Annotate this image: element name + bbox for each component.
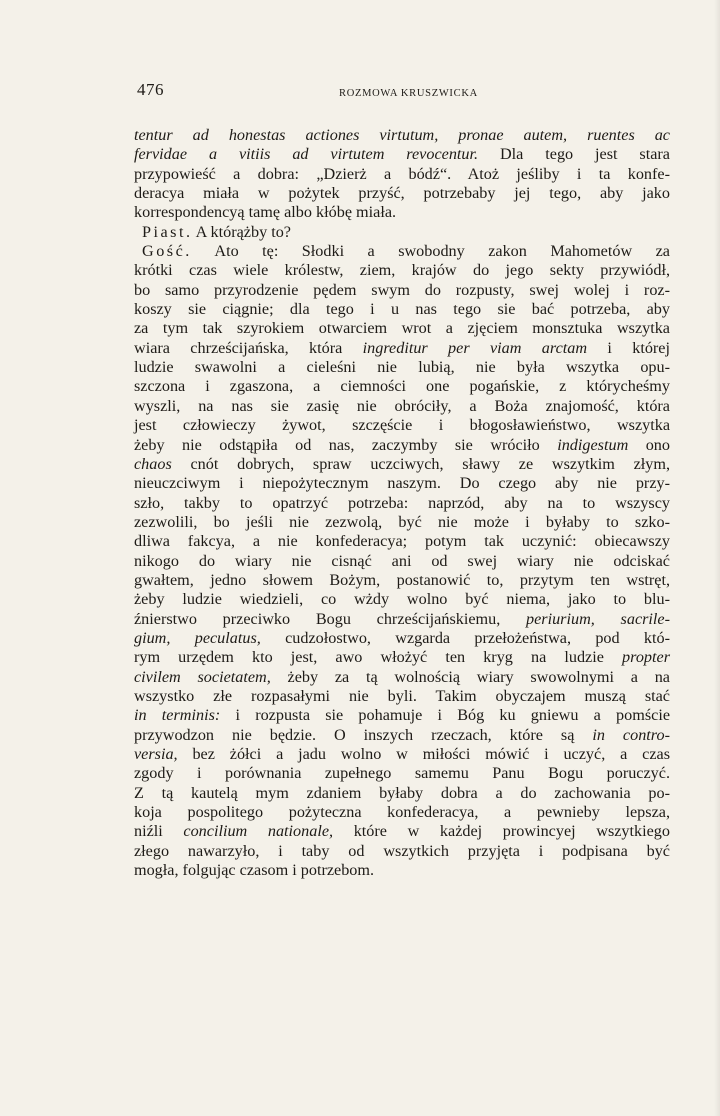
body-text <box>134 126 670 880</box>
text-line <box>134 377 670 396</box>
text-line <box>134 687 670 706</box>
text-line <box>134 552 670 571</box>
latin-phrase: tentur ad honestas actiones virtutum, pronae autem, ruentes ac <box>134 126 670 144</box>
text-line <box>134 339 670 358</box>
latin-phrase: in contro- <box>592 725 670 744</box>
text-line <box>134 648 670 667</box>
text-segment: niźli <box>134 822 184 841</box>
text-line <box>134 842 670 861</box>
text-line <box>134 300 670 319</box>
text-line <box>134 571 670 590</box>
text-segment: cudzołostwo, wzgarda przełożeństwa, pod któ- <box>260 628 670 647</box>
text-line <box>134 184 670 203</box>
text-line <box>134 319 670 338</box>
latin-phrase: indigestum <box>557 435 629 454</box>
text-segment: krótki czas wiele królestw, ziem, krajów do jego sekty przywiódł, <box>134 261 670 280</box>
text-segment: nieuczciwym i niepożytecznym naszym. Do czego aby nie przy- <box>134 474 670 493</box>
text-segment: koszy sie ciągnie; dla tego i u nas tego sie bać potrzeba, aby <box>134 300 670 319</box>
text-segment: A którążby to? <box>192 222 291 241</box>
text-line <box>134 610 670 629</box>
text-segment: korrespondencyą tamę albo kłóbę miała. <box>134 203 397 222</box>
text-line <box>134 203 670 222</box>
text-segment: żeby za tą wolnością wiary swowolnymi a na <box>270 667 670 686</box>
text-segment: zezwolili, bo jeśli nie zezwolą, być nie może i byłaby to szko- <box>134 512 670 531</box>
text-segment: deracya miała w pożytek przyść, potrzebaby jej tego, aby jako <box>134 184 670 203</box>
text-line <box>134 261 670 280</box>
text-line <box>134 629 670 648</box>
text-line <box>134 861 670 880</box>
text-line <box>134 436 670 455</box>
text-segment: nikogo do wiary nie cisnąć ani od swej wiary nie odciskać <box>134 551 670 570</box>
latin-phrase: in terminis: <box>134 706 221 725</box>
text-line <box>134 532 670 551</box>
text-line <box>134 784 670 803</box>
text-line <box>134 513 670 532</box>
page-edge-shadow <box>714 0 720 1116</box>
text-segment: wszystko złe rozpasałymi nie byli. Takim obyczajem muszą stać <box>134 686 670 705</box>
latin-phrase: periurium, sacrile- <box>526 609 671 628</box>
latin-phrase: civilem societatem, <box>134 667 271 686</box>
text-line <box>134 706 670 725</box>
text-line <box>134 726 670 745</box>
latin-phrase: fervidae a vitiis ad virtutem revocentur. <box>134 145 479 164</box>
text-segment: szło, takby to opatrzyć potrzeba: naprzód, aby na to wszyscy <box>134 493 670 512</box>
latin-phrase: ingreditur per viam arctam <box>362 338 588 357</box>
text-segment: złego nawarzyło, i taby od wszytkich przyjęta i podpisana być <box>134 841 670 860</box>
text-segment: Z tą kautelą mym zdaniem byłaby dobra a do zachowania po- <box>134 783 670 802</box>
text-segment: źnierstwo przeciwko Bogu chrześcijańskiemu, <box>134 609 527 628</box>
speaker-name: Gość. <box>142 242 192 261</box>
running-title: ROZMOWA KRUSZWICKA <box>339 88 478 99</box>
speaker-name: Piast. <box>142 222 193 241</box>
latin-phrase: versia, <box>134 745 178 763</box>
text-segment: rym urzędem kto jest, awo włożyć ten kryg na ludzie <box>134 648 623 667</box>
text-segment: dliwa fakcya, a nie konfederacya; potym tak uczynić: obiecawszy <box>134 532 670 551</box>
text-line <box>134 745 670 764</box>
text-segment: żeby nie odstąpiła od nas, zaczymby sie wróciło <box>134 435 558 454</box>
text-segment: zgody i porównania zupełnego samemu Panu Bogu poruczyć. <box>134 764 670 783</box>
text-segment: jest człowieczy żywot, szczęście i błogosławieństwo, wszytka <box>134 416 670 435</box>
text-line <box>134 242 670 261</box>
latin-phrase: chaos <box>134 454 172 473</box>
text-segment: szczona i zgaszona, a ciemności one pogańskie, z którycheśmy <box>134 377 670 396</box>
text-line <box>134 803 670 822</box>
text-line <box>134 455 670 474</box>
text-line <box>134 822 670 841</box>
text-line <box>134 281 670 300</box>
text-segment: przypowieść a dobra: „Dzierż a bódź“. Atoż jeśliby i ta konfe- <box>134 164 670 183</box>
text-segment: żeby ludzie wiedzieli, co wżdy wolno być niema, jako to blu- <box>134 590 670 609</box>
text-line <box>134 416 670 435</box>
text-segment: bo samo przyrodzenie pędem swym do rozpusty, swej wolej i roz- <box>134 280 670 299</box>
page-number: 476 <box>137 80 164 99</box>
text-segment: Ato tę: Słodki a swobodny zakon Mahometów za <box>191 242 670 261</box>
text-line <box>134 397 670 416</box>
latin-phrase: concilium nationale, <box>183 822 334 841</box>
text-segment: przywodzon nie będzie. O inszych rzeczach, które są <box>134 725 593 744</box>
text-segment: bez żółci a jadu wolno w miłości mówić i uczyć, a czas <box>177 745 670 763</box>
text-segment: i której <box>587 338 670 357</box>
latin-phrase: gium, peculatus, <box>134 628 261 647</box>
text-line <box>134 474 670 493</box>
text-line <box>134 145 670 164</box>
text-segment: cnót dobrych, spraw uczciwych, sławy ze wszytkim złym, <box>171 454 670 473</box>
text-line <box>134 668 670 687</box>
text-segment: koja pospolitego pożyteczna konfederacya, a pewnieby lepsza, <box>134 803 670 822</box>
text-line <box>134 126 670 145</box>
text-segment: gwałtem, jedno słowem Bożym, postanowić to, przytym ten wstręt, <box>134 570 670 589</box>
text-line <box>134 165 670 184</box>
text-line <box>134 590 670 609</box>
text-line <box>134 764 670 783</box>
text-segment: które w każdej prowincyej wszytkiego <box>333 822 670 841</box>
text-line <box>134 358 670 377</box>
text-segment: i rozpusta sie pohamuje i Bóg ku gniewu a pomście <box>220 706 670 725</box>
text-segment: ludzie swawolni a cieleśni nie lubią, nie była wszytka opu- <box>134 358 670 377</box>
text-line <box>134 223 670 242</box>
text-segment: wyszli, na nas sie zasię nie obróciły, a Boża znajomość, która <box>134 396 670 415</box>
text-line <box>134 494 670 513</box>
text-segment: mogła, folgując czasom i potrzebom. <box>134 861 375 880</box>
text-segment: ono <box>628 435 670 454</box>
text-segment: Dla tego jest stara <box>478 145 670 164</box>
text-segment: wiara chrześcijańska, która <box>134 338 363 357</box>
latin-phrase: propter <box>622 648 670 667</box>
text-segment: za tym tak szyrokiem otwarciem wrot a zjęciem monsztuka wszytka <box>134 319 670 338</box>
